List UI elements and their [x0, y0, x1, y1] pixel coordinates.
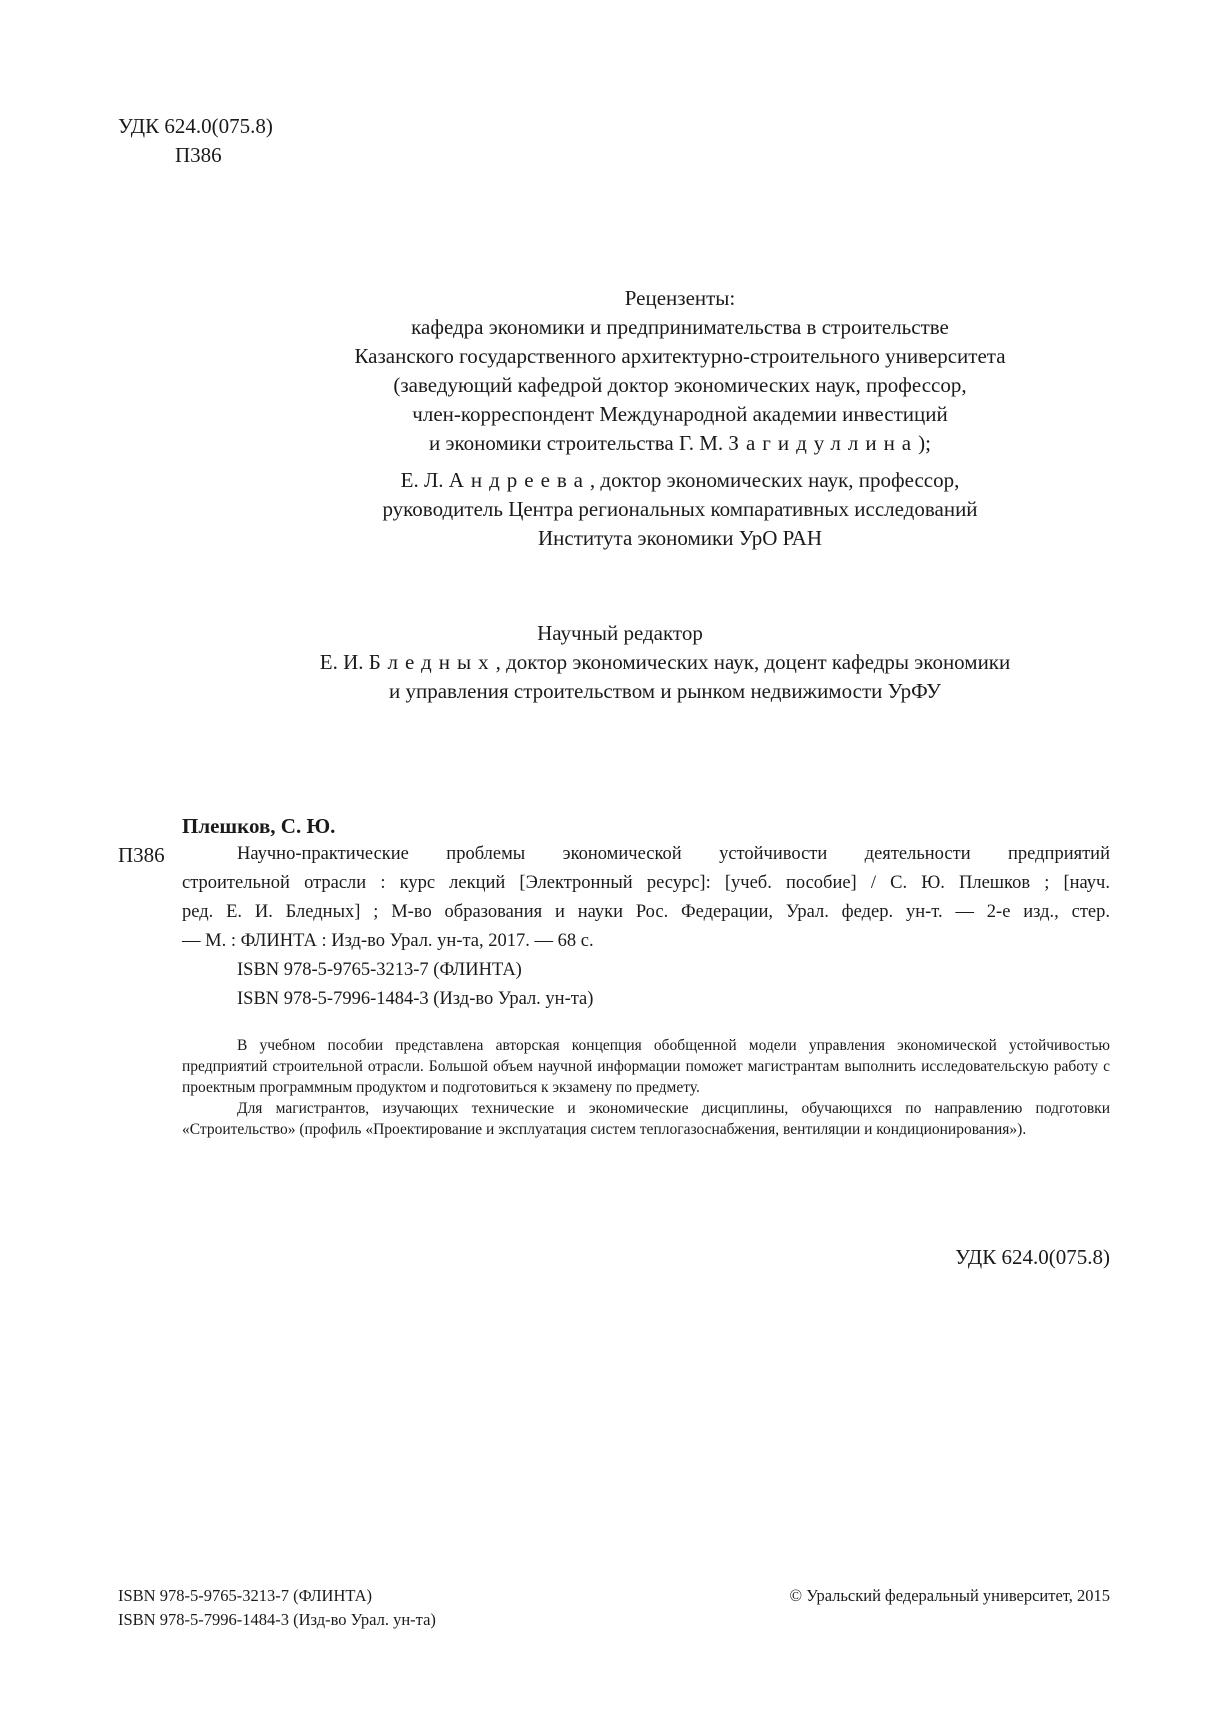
reviewer-person-line: руководитель Центра региональных компаративных исследований: [382, 497, 978, 521]
editor-text: , доктор экономических наук, доцент кафедры экономики: [495, 650, 1011, 674]
bibliography-record: [182, 840, 1110, 1014]
editor-block: [220, 619, 1110, 706]
reviewer-org-line: член-корреспондент Международной академии инвестиций: [412, 402, 948, 426]
bibliography-author: Плешков, С. Ю.: [182, 814, 336, 838]
reviewer-initials: Е. Л.: [400, 468, 449, 492]
bibliography-code: П386: [118, 843, 165, 867]
editor-line: [220, 648, 1110, 677]
editor-line: и управления строительством и рынком недвижимости УрФУ: [389, 679, 941, 703]
reviewer-text: );: [918, 431, 931, 455]
bibliography-isbn: ISBN 978-5-9765-3213-7 (ФЛИНТА): [237, 960, 522, 980]
reviewers-block: [300, 284, 1060, 553]
editor-title: Научный редактор: [537, 621, 703, 645]
editor-name: Бледных: [368, 650, 496, 674]
udk-header: УДК 624.0(075.8): [118, 114, 273, 138]
editor-initials: Е. И.: [319, 650, 369, 674]
reviewer-org-line: кафедра экономики и предпринимательства в строительстве: [411, 315, 949, 339]
reviewer-person-line: Института экономики УрО РАН: [537, 526, 822, 550]
reviewer-text: , доктор экономических наук, профессор,: [589, 468, 960, 492]
reviewer-name: Андреева: [448, 468, 590, 492]
bibliography-line: ред. Е. И. Бледных] ; М-во образования и науки Рос. Федерации, Урал. федер. ун-т. — 2-е изд., стер.: [182, 902, 1110, 922]
reviewer-name: Загидуллина: [728, 431, 919, 455]
footer-isbn: ISBN 978-5-7996-1484-3 (Изд-во Урал. ун-та): [118, 1610, 436, 1629]
reviewer-text: и экономики строительства Г. М.: [429, 431, 729, 455]
copyright-notice: © Уральский федеральный университет, 2015: [789, 1586, 1110, 1605]
bibliography-line: — М. : ФЛИНТА : Изд-во Урал. ун-та, 2017. — 68 с.: [182, 931, 594, 951]
bibliography-line: Научно-практические проблемы экономической устойчивости деятельности предприятий: [237, 844, 1110, 864]
reviewer-org-line: (заведующий кафедрой доктор экономических наук, профессор,: [393, 373, 967, 397]
annotation-paragraph: Для магистрантов, изучающих технические и экономические дисциплины, обучающихся по направлению подготовки «Строительство» (профиль «Проектирование и эксплуатация систем теплогазоснабжения, вентиляции и кондиционирования»).: [182, 1100, 1110, 1138]
annotation-paragraph: В учебном пособии представлена авторская концепция обобщенной модели управления экономической устойчивостью предприятий строительной отрасли. Большой объем научной информации поможет магистрантам выполнить исследовательскую работу с проектным программным продуктом и подготовиться к экзамену по предмету.: [182, 1037, 1110, 1096]
bibliography-line: строительной отрасли : курс лекций [Электронный ресурс]: [учеб. пособие] / С. Ю. Плешков ; [науч.: [182, 873, 1110, 893]
bibliography-isbn: ISBN 978-5-7996-1484-3 (Изд-во Урал. ун-та): [237, 989, 594, 1009]
annotation: [182, 1035, 1110, 1140]
udk-footer: УДК 624.0(075.8): [955, 1245, 1110, 1269]
reviewer-person-line: [300, 466, 1060, 495]
reviewer-org-line: [300, 429, 1060, 458]
reviewers-title: Рецензенты:: [624, 286, 736, 310]
footer-isbn: ISBN 978-5-9765-3213-7 (ФЛИНТА): [118, 1586, 373, 1605]
reviewer-org-line: Казанского государственного архитектурно-строительного университета: [354, 344, 1006, 368]
classification-code-header: П386: [175, 143, 222, 167]
